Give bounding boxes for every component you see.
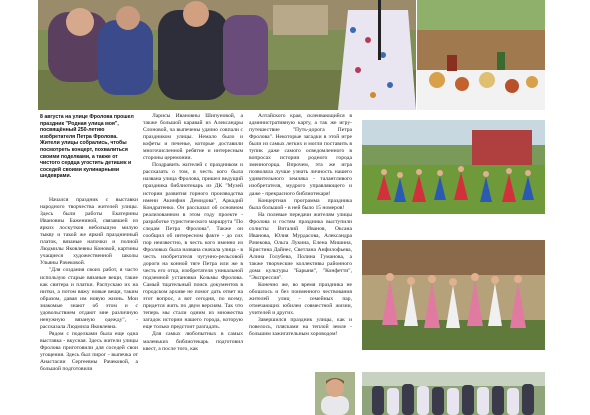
paragraph: Рядом с поделками была еще одна выставка - вкусная. Здесь жители улицы Фролова приготовили для соседей свои угощения. Здесь был пирог - выпечка от Анастасии Сергеевны Рачековой, а большой подготовили [40, 330, 138, 373]
photo-speaker-portrait [315, 372, 355, 415]
paragraph: Конечно же, во время праздника не обошлось и без поименного чествования жителей улиц - семейных пар, отмечающих юбилеи совместной жизни, учителей и других. [249, 282, 352, 317]
photo-singers [38, 0, 416, 110]
article-column-1 [40, 197, 138, 415]
photo-dancers-village [362, 120, 545, 214]
photo-caption: 8 августа на улице Фролова прошел праздник "Родная улица моя", посвящённый 250-летию изобретателя Петра Фролова. Жители улицы собрались, чтобы посмотреть концерт, похвалиться своими поделками, а также от чистого сердца угостить детишек и соседей своими кулинарными шедеврами. [40, 114, 134, 180]
photo-crowd-dance [362, 372, 545, 415]
paragraph: Поздравить жителей с праздником и рассказать о том, в честь кого была названа улица Фролова, пришел ведущий праздника библиотекарь из ДК "Музей истории развития горного производства имени Акинфия Демидова", Аркадий Кондратенко. Он рассказал об основном реализованном в этом году проекте - разработке туристического маршрута "По следам Петра Фролова". Также он сообщил об интересном факте - до сих пор неизвестно, в честь кого именно из Фроловых была названа сначала улица - в честь изобретателя чугунно-рельсовой дороги на конной тяге Петра или же в честь его отца, изобретателя уникальной подземной установки Козьмы Фролова. Самый тщательный поиск документов в городском архиве не помог дать ответ на этот вопрос, а вот сегодня, по всему, придется жить по двум версиям. Так что теперь мы стали одним из множества загадок истории нашего города, которую еще только предстоит разгадать. [143, 162, 243, 331]
paragraph: Алтайского края, склеивающийся в административную карту, а так же игру-путешествие "Путь-дорога Петра Фролова". Некоторые загадки в этой игре были из самых легких и могли поставить в тупик даже самого осведомленного в вопросах истории родного города змеиногорца. Впрочем, эта же игра позволяла лучше узнать личность нашего удивительного земляка - талантливого изобретателя, мудрого управляющего и даже - прекрасного библиотекаря! [249, 113, 352, 197]
paragraph: Ларисы Ивановны Шипуновой, а также большой каравай из Александры Слоновой, ча выпечены удачно совпали с праздником улицы. Немало было и кофеты и печенье, которые доставили многочисленной ребятне и интересным стороны церемонии. [143, 113, 243, 162]
paragraph: Завершился праздник улицы, как и повелось, плясками на теплой земле - большим зажигательным хороводом! [249, 317, 352, 338]
paragraph: "Для создания своих работ, я часто использую старые вязаные вещи, такие как свитера и платки. Распускаю их на нитки, а потом вяжу новые вещи, таким образом, давая им новую жизнь. Мои знакомые знают об этом и с удовольствием отдают мне различную ненужную вязаную одежду", - рассказала Людмила Яковлевна. [40, 267, 138, 330]
paragraph: Начался праздник с выставки народного творчества жителей улицы. Здесь были работы Екатерины Ивановны Бажениной, связавшей из ярких лоскутков небольшую милую тыкву и такой же яркий праздничный платок, вязаные напочки и полной Людмилы Яковлевны Коновой, картины учащиеся художественной школы Ульяны Рачековой. [40, 197, 138, 267]
photo-dancers-stage [362, 240, 545, 350]
paragraph: Для самых любопытных в самых маленьких библиотекарь подготовил квест, а после того, как [143, 331, 243, 352]
article-column-2 [143, 113, 243, 415]
paragraph: На полевые передачи жителям улицы Фролова и гостям праздника выступили солисты Виталий Иванов, Оксана Иванова, Юлия Мурдасова, Александра Рачекова, Ольга Лукина, Елена Мишина, Кристина Дайнес, Светлана Анфилофьева, Алина Голубева, Полина Гуманова, а также творческие коллективы районного дома культуры "Барыня", "Конфетти", "Экспрессия". [249, 211, 352, 282]
article-column-3 [249, 113, 352, 415]
paragraph: Концертная программа праздника была большой - в ней было 15 номеров! [249, 197, 352, 211]
photo-food-table [417, 0, 545, 110]
